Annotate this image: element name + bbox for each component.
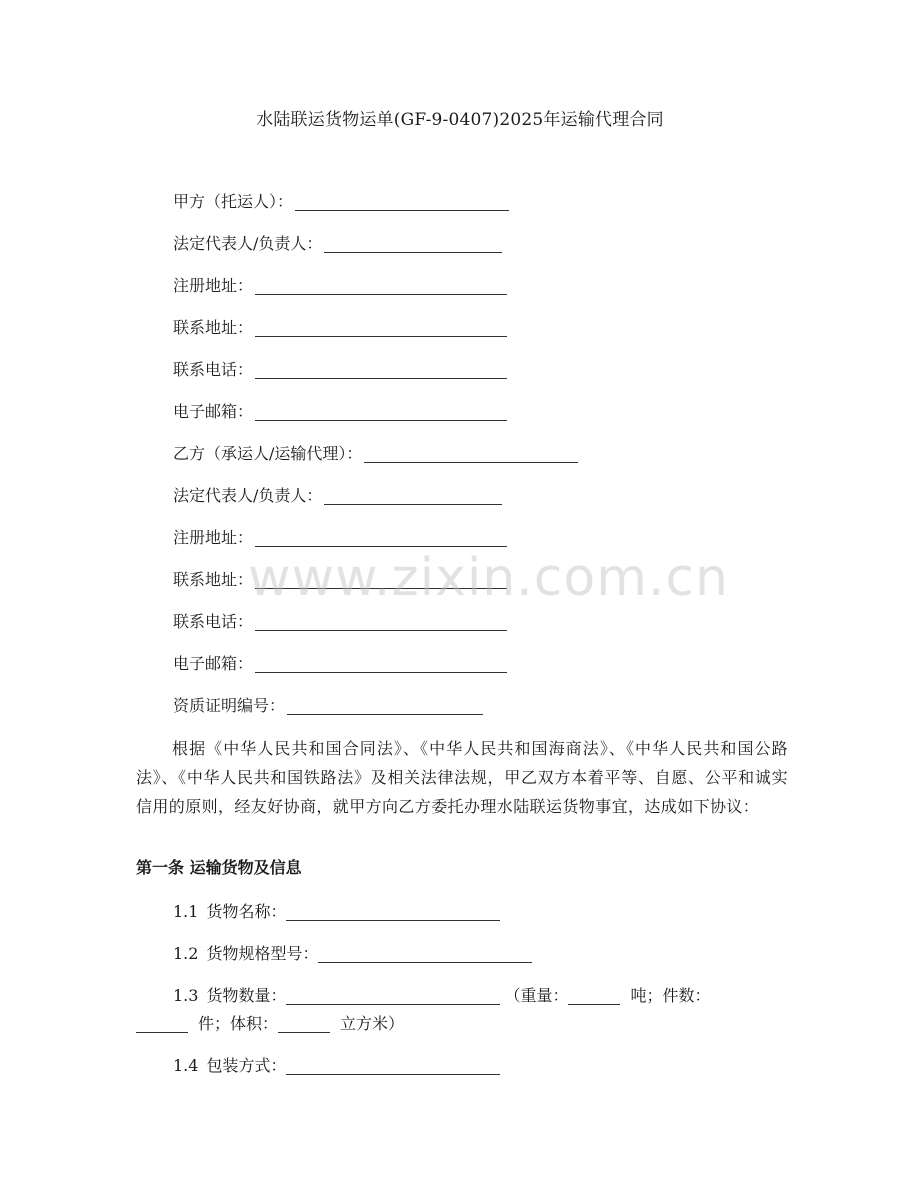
party-b-rep-field [173, 484, 502, 508]
item-1-1-label: 货物名称： [206, 902, 287, 921]
weight-blank[interactable] [568, 1003, 620, 1005]
party-a-rep-field [173, 232, 502, 256]
party-b-contact-address-field [173, 568, 507, 592]
item-1-3 [173, 984, 711, 1008]
party-a-contact-address-field [173, 316, 507, 340]
goods-quantity-blank[interactable] [286, 1003, 500, 1005]
item-1-4-number: 1.4 [173, 1056, 199, 1075]
party-b-phone-label: 联系电话： [173, 612, 254, 631]
weight-label: （重量： [504, 986, 569, 1005]
party-a-name-blank[interactable] [295, 209, 509, 211]
party-a-reg-address-field [173, 274, 507, 298]
party-a-rep-blank[interactable] [324, 251, 502, 253]
watermark-text: www.zixin.com.cn [248, 548, 729, 608]
piece-unit-label: 件；体积： [198, 1014, 279, 1033]
party-a-reg-address-blank[interactable] [255, 293, 507, 295]
party-b-contact-address-label: 联系地址： [173, 570, 254, 589]
packaging-blank[interactable] [286, 1073, 500, 1075]
preamble-paragraph: 根据《中华人民共和国合同法》、《中华人民共和国海商法》、《中华人民共和国公路法》、《中华人民共和国铁路法》及相关法律法规，甲乙双方本着平等、自愿、公平和诚实信用的原则，经友好协商，就甲方向乙方委托办理水陆联运货物事宜，达成如下协议： [136, 739, 788, 816]
party-b-qualification-label: 资质证明编号： [173, 696, 286, 715]
party-b-header-field [173, 442, 578, 466]
party-b-header-label: 乙方（承运人/运输代理）： [173, 444, 363, 463]
party-a-reg-address-label: 注册地址： [173, 276, 254, 295]
party-a-rep-label: 法定代表人/负责人： [173, 234, 323, 253]
item-1-2 [173, 942, 532, 966]
volume-unit-label: 立方米） [340, 1014, 405, 1033]
party-b-reg-address-field [173, 526, 507, 550]
item-1-4 [173, 1054, 500, 1078]
item-1-3-continuation [136, 1012, 404, 1036]
item-1-3-label: 货物数量： [206, 986, 287, 1005]
party-a-header-label: 甲方（托运人）： [173, 192, 294, 211]
piece-count-blank[interactable] [136, 1031, 188, 1033]
item-1-1-number: 1.1 [173, 902, 199, 921]
party-b-name-blank[interactable] [364, 461, 578, 463]
party-a-phone-blank[interactable] [255, 377, 507, 379]
item-1-3-number: 1.3 [173, 986, 199, 1005]
item-1-2-label: 货物规格型号： [206, 944, 319, 963]
party-b-phone-field [173, 610, 507, 634]
party-a-phone-label: 联系电话： [173, 360, 254, 379]
article-1-title: 第一条 运输货物及信息 [136, 858, 302, 877]
party-b-email-blank[interactable] [255, 671, 507, 673]
party-b-rep-blank[interactable] [324, 503, 502, 505]
party-a-email-label: 电子邮箱： [173, 402, 254, 421]
item-1-1 [173, 900, 500, 924]
item-1-2-number: 1.2 [173, 944, 199, 963]
item-1-4-label: 包装方式： [206, 1056, 287, 1075]
party-a-email-field [173, 400, 507, 424]
party-a-email-blank[interactable] [255, 419, 507, 421]
party-b-email-label: 电子邮箱： [173, 654, 254, 673]
goods-spec-blank[interactable] [318, 961, 532, 963]
party-b-reg-address-blank[interactable] [255, 545, 507, 547]
party-a-contact-address-blank[interactable] [255, 335, 507, 337]
party-b-email-field [173, 652, 507, 676]
goods-name-blank[interactable] [286, 919, 500, 921]
party-b-reg-address-label: 注册地址： [173, 528, 254, 547]
party-b-contact-address-blank[interactable] [255, 587, 507, 589]
weight-unit-label: 吨；件数： [630, 986, 711, 1005]
party-b-qualification-field [173, 694, 483, 718]
volume-blank[interactable] [278, 1031, 330, 1033]
party-a-phone-field [173, 358, 507, 382]
party-a-header-field [173, 190, 509, 214]
party-b-rep-label: 法定代表人/负责人： [173, 486, 323, 505]
party-b-phone-blank[interactable] [255, 629, 507, 631]
document-title: 水陆联运货物运单(GF-9-0407)2025年运输代理合同 [256, 110, 664, 130]
party-b-qualification-blank[interactable] [287, 713, 483, 715]
party-a-contact-address-label: 联系地址： [173, 318, 254, 337]
